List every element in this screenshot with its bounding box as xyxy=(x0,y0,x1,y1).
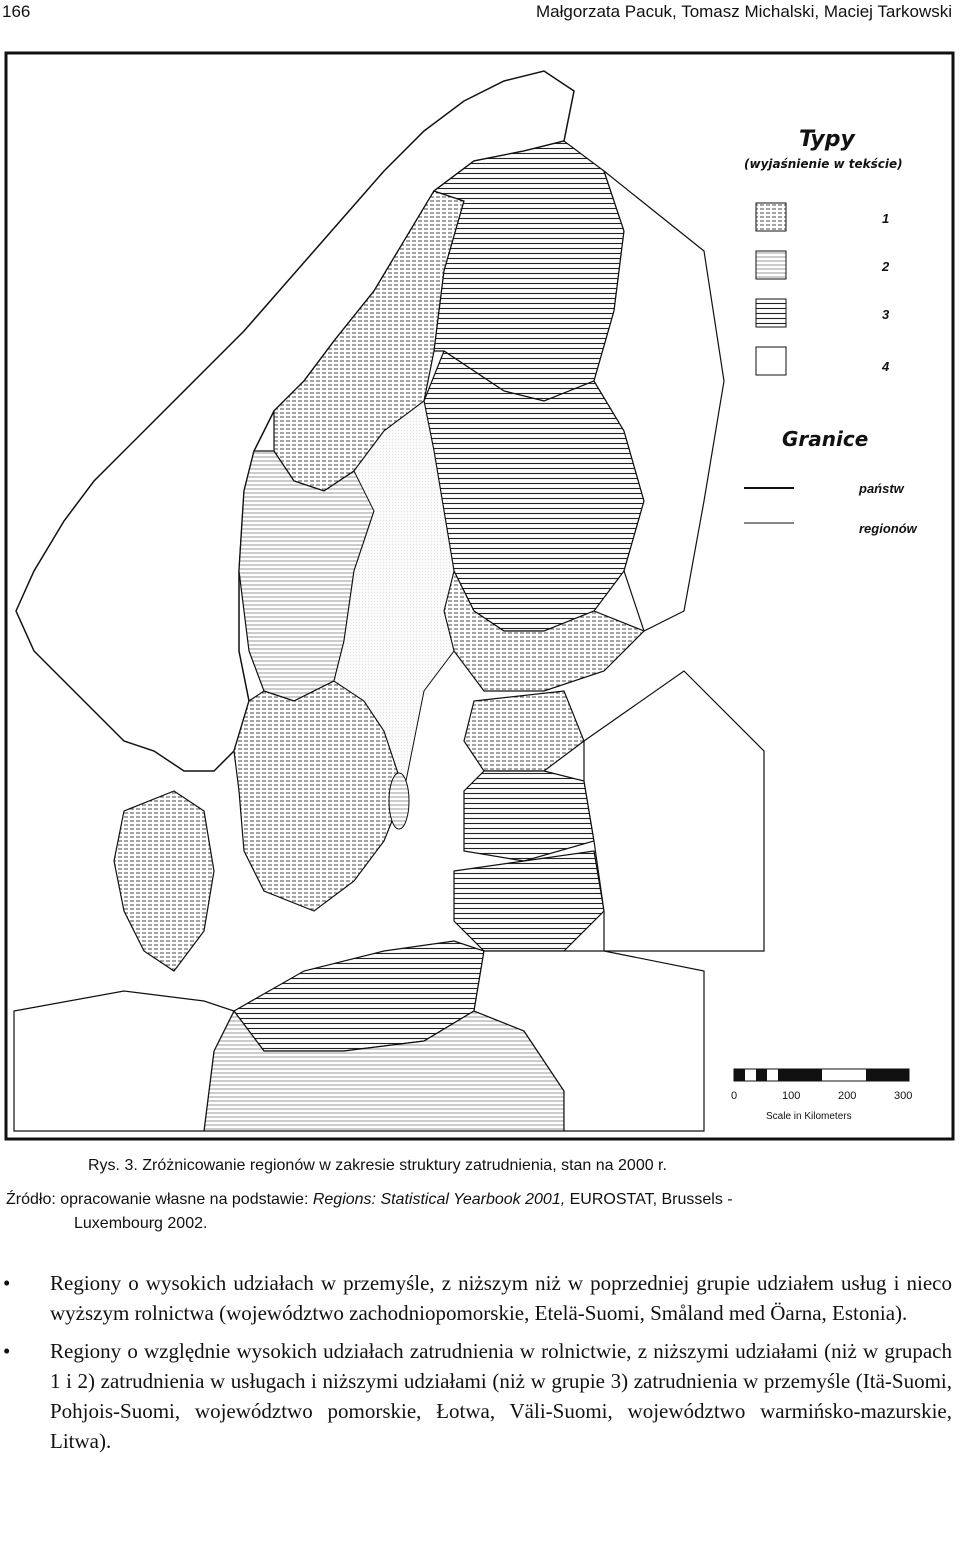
legend-types-title: Typy xyxy=(799,127,855,152)
page-header xyxy=(0,0,960,28)
scale-tick-200: 200 xyxy=(838,1090,857,1102)
source-suffix: EUROSTAT, Brussels - xyxy=(565,1191,733,1208)
running-head-authors: Małgorzata Pacuk, Tomasz Michalski, Maciej Tarkowski xyxy=(535,2,952,21)
source-title: Regions: Statistical Yearbook 2001, xyxy=(312,1191,566,1208)
legend-types-subtitle: (wyjaśnienie w tekście) xyxy=(744,157,903,171)
body-text xyxy=(0,1268,952,1456)
legend-border-country: państw xyxy=(859,481,904,496)
bullet-item xyxy=(0,1336,952,1456)
legend-swatch-4 xyxy=(756,347,786,375)
figure-caption: Rys. 3. Zróżnicowanie regionów w zakresie struktury zatrudnienia, stan na 2000 r. xyxy=(88,1157,667,1174)
scale-tick-100: 100 xyxy=(782,1090,801,1102)
bullet-item xyxy=(0,1268,952,1328)
legend-type-2: 2 xyxy=(882,259,890,274)
bullet-text: Regiony o względnie wysokich udziałach zatrudnienia w rolnictwie, z niższymi udziałami (niż w grupach 1 i 2) zatrudnienia w usługach i niższymi udziałami (niż w grupie 3) zatrudnienia w przemyśle (Itä-Suomi, Pohjois-Suomi, województwo pomorskie, Łotwa, Väli-Suomi, województwo warmińsko-mazurskie, Litwa). xyxy=(50,1339,952,1453)
legend-swatch-2 xyxy=(756,251,786,279)
source-continuation: Luxembourg 2002. xyxy=(74,1215,208,1232)
source-prefix: Źródło: opracowanie własne na podstawie: xyxy=(6,1191,313,1208)
page-number: 166 xyxy=(2,2,31,21)
region-germany xyxy=(14,991,234,1131)
map-figure xyxy=(4,51,955,1141)
bullet-text: Regiony o wysokich udziałach w przemyśle, z niższym niż w poprzedniej grupie udziałem usług i nieco wyższym rolnictwa (województwo zachodniopomorskie, Etelä-Suomi, Småland med Öarna, Estonia). xyxy=(50,1271,952,1325)
legend-borders-title: Granice xyxy=(782,427,869,451)
bullet-dot-icon: • xyxy=(3,1271,11,1295)
figure-source xyxy=(6,1188,906,1236)
legend-swatch-1 xyxy=(756,203,786,231)
island-gotland xyxy=(389,773,409,829)
legend-type-3: 3 xyxy=(882,307,890,322)
scale-tick-300: 300 xyxy=(894,1090,913,1102)
bullet-dot-icon: • xyxy=(3,1339,11,1363)
legend-type-4: 4 xyxy=(882,359,890,374)
legend-type-1: 1 xyxy=(882,211,890,226)
scale-bar xyxy=(734,1069,909,1081)
legend-swatch-3 xyxy=(756,299,786,327)
region-finland-north xyxy=(434,141,624,401)
map-svg xyxy=(4,51,955,1141)
scale-tick-0: 0 xyxy=(731,1090,738,1102)
scale-label: Scale in Kilometers xyxy=(766,1111,852,1122)
legend-border-region: regionów xyxy=(859,521,917,536)
